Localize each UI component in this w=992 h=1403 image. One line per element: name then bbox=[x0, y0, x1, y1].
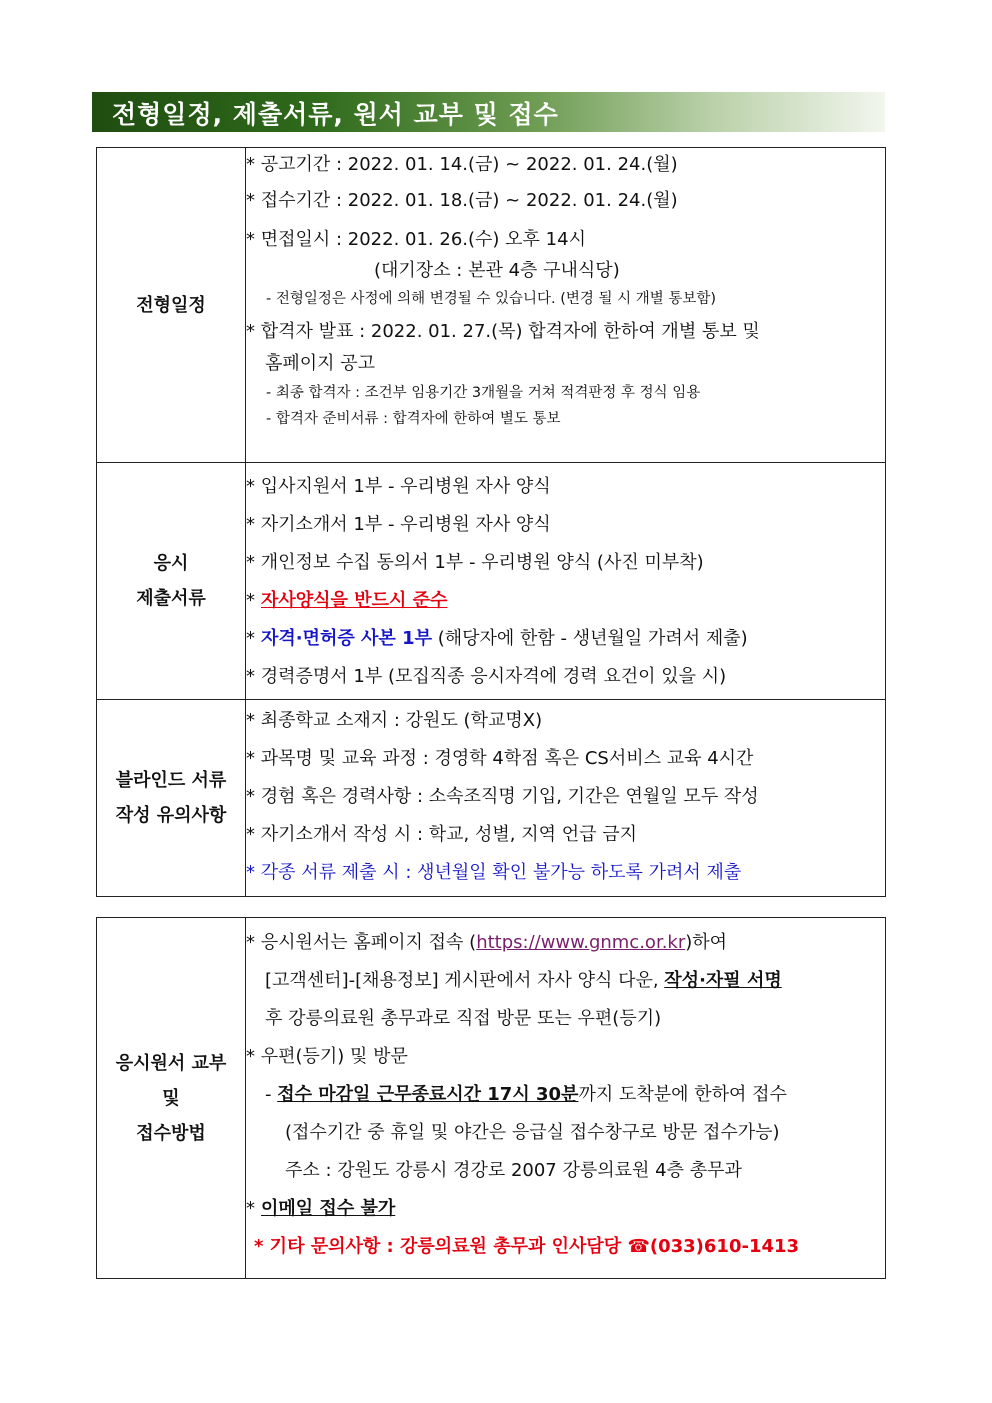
app-line-mail: * 우편(등기) 및 방문 bbox=[246, 1046, 408, 1067]
doc-item-application: * 입사지원서 1부 - 우리병원 자사 양식 bbox=[246, 476, 551, 497]
application-content bbox=[246, 918, 886, 1279]
blind-label: 블라인드 서류 작성 유의사항 bbox=[97, 700, 246, 897]
blind-item-birthdate: * 각종 서류 제출 시 : 생년월일 확인 불가능 하도록 가려서 제출 bbox=[246, 862, 742, 883]
result-announcement: * 합격자 발표 : 2022. 01. 27.(목) 합격자에 한하여 개별 통보 및 bbox=[246, 321, 760, 342]
application-row bbox=[97, 918, 886, 1279]
app-line-homepage: * 응시원서는 홈페이지 접속 (https://www.gnmc.or.kr)하여 bbox=[246, 932, 728, 953]
section-title: 전형일정, 제출서류, 원서 교부 및 접수 bbox=[112, 100, 559, 129]
doc-item-license: * 자격·면허증 사본 1부 (해당자에 한함 - 생년월일 가려서 제출) bbox=[246, 628, 748, 649]
app-line-contact: * 기타 문의사항 : 강릉의료원 총무과 인사담당 ☎(033)610-1413 bbox=[254, 1236, 800, 1257]
final-pass-note: - 최종 합격자 : 조건부 임용기간 3개월을 거쳐 적격판정 후 정식 임용 bbox=[266, 385, 701, 401]
schedule-content bbox=[246, 148, 886, 463]
schedule-row bbox=[97, 148, 886, 463]
section-header bbox=[92, 92, 885, 132]
app-line-deadline: - 접수 마감일 근무종료시간 17시 30분까지 도착분에 한하여 접수 bbox=[265, 1084, 787, 1105]
application-table bbox=[96, 917, 886, 1279]
blind-item-school: * 최종학교 소재지 : 강원도 (학교명X) bbox=[246, 710, 543, 731]
waiting-place: (대기장소 : 본관 4층 구내식당) bbox=[374, 260, 620, 281]
app-line-address: 주소 : 강원도 강릉시 경강로 2007 강릉의료원 4층 총무과 bbox=[285, 1160, 742, 1181]
app-line-holiday: (접수기간 중 휴일 및 야간은 응급실 접수창구로 방문 접수가능) bbox=[285, 1122, 780, 1143]
pass-docs-note: - 합격자 준비서류 : 합격자에 한하여 별도 통보 bbox=[266, 411, 561, 427]
app-line-no-email: * 이메일 접수 불가 bbox=[246, 1198, 396, 1219]
interview-date: * 면접일시 : 2022. 01. 26.(수) 오후 14시 bbox=[246, 229, 586, 250]
schedule-change-note: - 전형일정은 사정에 의해 변경될 수 있습니다. (변경 될 시 개별 통보함) bbox=[266, 291, 717, 307]
documents-content bbox=[246, 463, 886, 700]
notice-period: * 공고기간 : 2022. 01. 14.(금) ~ 2022. 01. 24.(월) bbox=[246, 154, 678, 175]
blind-item-self-intro: * 자기소개서 작성 시 : 학교, 성별, 지역 언급 금지 bbox=[246, 824, 637, 845]
doc-item-form-rule: * 자사양식을 반드시 준수 bbox=[246, 590, 448, 611]
blind-row bbox=[97, 700, 886, 897]
documents-row bbox=[97, 463, 886, 700]
receipt-period: * 접수기간 : 2022. 01. 18.(금) ~ 2022. 01. 24.(월) bbox=[246, 190, 678, 211]
result-announcement-cont: 홈페이지 공고 bbox=[265, 353, 376, 374]
schedule-label: 전형일정 bbox=[97, 148, 246, 463]
blind-item-experience: * 경험 혹은 경력사항 : 소속조직명 기입, 기간은 연월일 모두 작성 bbox=[246, 786, 759, 807]
app-line-download: [고객센터]-[채용정보] 게시판에서 자사 양식 다운, 작성·자필 서명 bbox=[265, 970, 782, 991]
blind-content bbox=[246, 700, 886, 897]
doc-item-career: * 경력증명서 1부 (모집직종 응시자격에 경력 요건이 있을 시) bbox=[246, 666, 727, 687]
doc-item-privacy: * 개인정보 수집 동의서 1부 - 우리병원 양식 (사진 미부착) bbox=[246, 552, 704, 573]
schedule-documents-table bbox=[96, 147, 886, 897]
documents-label: 응시 제출서류 bbox=[97, 463, 246, 700]
doc-item-self-intro: * 자기소개서 1부 - 우리병원 자사 양식 bbox=[246, 514, 551, 535]
homepage-link[interactable]: https://www.gnmc.or.kr bbox=[476, 932, 686, 953]
blind-item-course: * 과목명 및 교육 과정 : 경영학 4학점 혹은 CS서비스 교육 4시간 bbox=[246, 748, 754, 769]
app-line-submit: 후 강릉의료원 총무과로 직접 방문 또는 우편(등기) bbox=[265, 1008, 662, 1029]
application-label: 응시원서 교부 및 접수방법 bbox=[97, 918, 246, 1279]
